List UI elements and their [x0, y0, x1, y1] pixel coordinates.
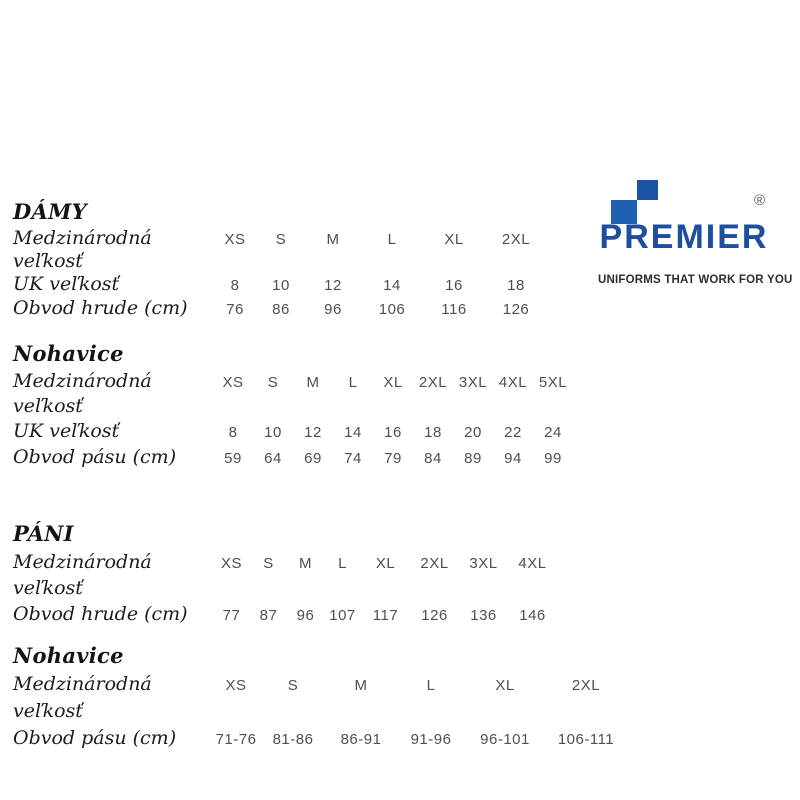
row-label: Medzinárodná veľkosť	[13, 551, 152, 599]
size-value: 99	[544, 450, 562, 467]
size-value: 146	[519, 607, 546, 624]
size-value: 71-76	[215, 731, 257, 748]
size-value: 136	[470, 607, 497, 624]
table-row	[13, 725, 633, 753]
size-value: 59	[224, 450, 242, 467]
size-value: S	[263, 555, 274, 572]
size-value: L	[338, 555, 347, 572]
row-label: Obvod hrude (cm)	[13, 297, 188, 319]
registered-trademark-icon: ®	[754, 192, 766, 209]
table-row	[13, 227, 633, 273]
row-label: Obvod pásu (cm)	[13, 727, 177, 749]
size-value: 64	[264, 450, 282, 467]
size-value: XL	[375, 555, 396, 572]
row-label: Obvod pásu (cm)	[13, 446, 177, 468]
size-value: L	[348, 374, 358, 391]
size-value: XL	[495, 677, 515, 694]
row-values	[213, 298, 547, 321]
size-value: 87	[259, 607, 278, 624]
size-value: 18	[507, 277, 525, 294]
size-value: 2XL	[501, 231, 531, 248]
row-values	[213, 603, 557, 629]
size-value: 10	[272, 277, 290, 294]
section-pani	[13, 521, 633, 629]
size-value: XL	[383, 374, 403, 391]
size-value: 84	[424, 450, 442, 467]
size-value: XL	[444, 231, 464, 248]
size-value: 77	[222, 607, 241, 624]
size-value: 2XL	[418, 374, 448, 391]
size-value: M	[306, 374, 320, 391]
section-damy	[13, 199, 633, 321]
size-value: 3XL	[469, 555, 498, 572]
size-value: 126	[502, 301, 530, 318]
size-value: L	[426, 677, 436, 694]
size-value: 86-91	[340, 731, 382, 748]
row-label: UK veľkosť	[13, 420, 120, 442]
size-value: 86	[272, 301, 290, 318]
size-value: M	[326, 231, 340, 248]
size-value: 107	[329, 607, 356, 624]
size-value: 74	[344, 450, 362, 467]
size-value: 106-111	[557, 731, 615, 748]
section-heading: Nohavice	[13, 341, 124, 366]
table-row	[13, 549, 633, 601]
size-value: M	[354, 677, 368, 694]
size-value: 117	[372, 607, 399, 624]
size-value: 20	[464, 424, 482, 441]
row-values	[213, 446, 573, 471]
table-row	[13, 297, 633, 321]
size-value: 4XL	[518, 555, 547, 572]
size-value: 8	[228, 424, 238, 441]
row-label: UK veľkosť	[13, 273, 120, 295]
size-value: 2XL	[571, 677, 601, 694]
size-value: 18	[424, 424, 442, 441]
size-value: M	[299, 555, 312, 572]
size-value: 2XL	[420, 555, 449, 572]
size-value: XS	[222, 374, 244, 391]
size-value: XS	[220, 555, 242, 572]
size-value: 69	[304, 450, 322, 467]
size-value: S	[275, 231, 287, 248]
size-value: 10	[264, 424, 282, 441]
row-label: Medzinárodná veľkosť	[13, 227, 152, 272]
table-row	[13, 369, 633, 419]
table-row	[13, 445, 633, 471]
size-value: 79	[384, 450, 402, 467]
size-value: 81-86	[272, 731, 314, 748]
table-row	[13, 273, 633, 297]
size-value: L	[387, 231, 397, 248]
size-value: 91-96	[410, 731, 452, 748]
size-chart-content	[13, 199, 633, 753]
size-value: S	[287, 677, 299, 694]
row-values	[213, 370, 573, 395]
size-value: 89	[464, 450, 482, 467]
size-value: S	[267, 374, 279, 391]
table-row	[13, 671, 633, 725]
size-value: 12	[324, 277, 342, 294]
section-heading: DÁMY	[13, 199, 87, 224]
size-value: 3XL	[458, 374, 488, 391]
size-value: 16	[445, 277, 463, 294]
logo-square-top-icon	[637, 180, 658, 200]
size-value: 16	[384, 424, 402, 441]
size-value: 14	[344, 424, 362, 441]
size-value: 8	[230, 277, 240, 294]
row-label: Obvod hrude (cm)	[13, 603, 188, 625]
size-value: XS	[224, 231, 246, 248]
row-values	[213, 551, 557, 577]
size-value: 94	[504, 450, 522, 467]
size-value: 14	[383, 277, 401, 294]
brand-tagline: UNIFORMS THAT WORK FOR YOU	[598, 274, 793, 286]
size-value: 12	[304, 424, 322, 441]
section-heading: PÁNI	[13, 521, 74, 546]
size-value: 24	[544, 424, 562, 441]
section-pani-nohavice	[13, 643, 633, 753]
size-value: 76	[226, 301, 244, 318]
section-damy-nohavice	[13, 341, 633, 471]
row-label: Medzinárodná veľkosť	[13, 370, 152, 417]
row-values	[213, 420, 573, 445]
size-value: 96-101	[480, 731, 530, 748]
size-value: XS	[225, 677, 247, 694]
row-values	[213, 726, 629, 753]
table-row	[13, 419, 633, 445]
row-label: Medzinárodná veľkosť	[13, 673, 152, 722]
size-value: 4XL	[498, 374, 528, 391]
size-value: 96	[296, 607, 315, 624]
size-value: 96	[324, 301, 342, 318]
brand-name: PREMIER	[599, 218, 769, 256]
table-row	[13, 601, 633, 629]
size-value: 116	[441, 301, 467, 318]
size-value: 126	[421, 607, 448, 624]
size-value: 22	[504, 424, 522, 441]
row-values	[213, 672, 629, 699]
row-values	[213, 228, 547, 251]
section-heading: Nohavice	[13, 643, 124, 668]
size-value: 106	[378, 301, 406, 318]
size-value: 5XL	[538, 374, 568, 391]
row-values	[213, 274, 547, 297]
